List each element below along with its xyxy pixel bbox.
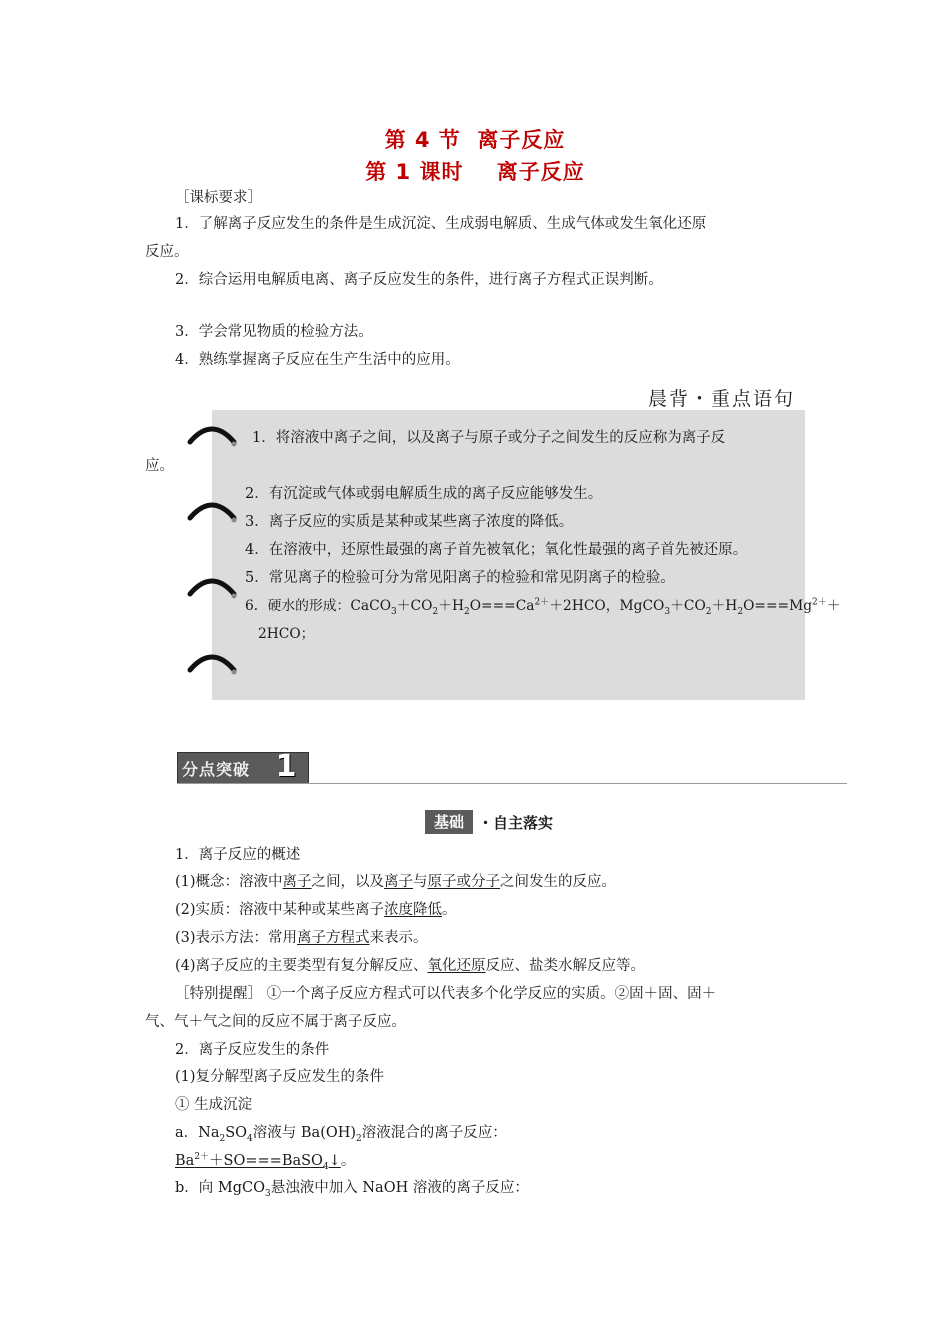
standards-label: ［课标要求］ <box>175 190 262 206</box>
binder-ring-icon <box>186 572 238 602</box>
banner-text: 分点突破 <box>182 760 251 779</box>
sub-header-text: ・自主落实 <box>478 814 554 832</box>
content-line: b．向 MgCO$_3$悬浊液中加入 NaOH 溶液的离子反应： <box>175 1180 529 1199</box>
content-heading: 2．离子反应发生的条件 <box>175 1042 330 1058</box>
content-line: (1)概念：溶液中离子之间，以及离子与原子或分子之间发生的反应。 <box>175 874 617 890</box>
standard-item: 1．了解离子反应发生的条件是生成沉淀、生成弱电解质、生成气体或发生氧化还原 <box>175 216 707 232</box>
standard-item: 反应。 <box>145 244 189 260</box>
recite-item: 4．在溶液中，还原性最强的离子首先被氧化；氧化性最强的离子首先被还原。 <box>245 542 748 558</box>
lesson-title: 第 1 课时 离子反应 <box>365 160 585 184</box>
recite-item-6: 6．硬水的形成：$CaCO_3+CO_2+H_2O===Ca^{2+}+2HCO$，$MgCO_3+CO_2+H_2O===Mg^{2+}+$ <box>245 597 841 617</box>
tip-line: 气、气＋气之间的反应不属于离子反应。 <box>145 1014 406 1030</box>
content-line: (1)复分解型离子反应发生的条件 <box>175 1069 385 1085</box>
content-line: (4)离子反应的主要类型有复分解反应、氧化还原反应、盐类水解反应等。 <box>175 958 646 974</box>
content-heading: 1．离子反应的概述 <box>175 847 301 863</box>
divider <box>177 783 847 784</box>
recite-item: 1．将溶液中离子之间，以及离子与原子或分子之间发生的反应称为离子反 <box>252 430 726 446</box>
recite-label: 晨背・重点语句 <box>648 388 796 410</box>
section-title: 第 4 节 离子反应 <box>384 128 566 152</box>
binder-ring-icon <box>186 648 238 678</box>
standard-item: 4．熟练掌握离子反应在生产生活中的应用。 <box>175 352 460 368</box>
binder-ring-icon <box>186 496 238 526</box>
banner-number: 1 <box>275 749 297 784</box>
recite-item: 应。 <box>145 458 174 474</box>
sub-header-badge: 基础 <box>425 810 473 834</box>
recite-item: 2．有沉淀或气体或弱电解质生成的离子反应能够发生。 <box>245 486 603 502</box>
standard-item: 3．学会常见物质的检验方法。 <box>175 324 373 340</box>
recite-item-6-cont: 2HCO； <box>258 626 315 642</box>
content-line: a．$Na_2SO_4$溶液与 $Ba(OH)_2$溶液混合的离子反应： <box>175 1125 507 1144</box>
content-line: (2)实质：溶液中某种或某些离子浓度降低。 <box>175 902 457 918</box>
content-line: (3)表示方法：常用离子方程式来表示。 <box>175 930 428 946</box>
standard-item: 2．综合运用电解质电离、离子反应发生的条件，进行离子方程式正误判断。 <box>175 272 663 288</box>
equation-line: $Ba^{2+}+SO===BaSO_4↓$。 <box>175 1152 356 1172</box>
recite-item: 5．常见离子的检验可分为常见阳离子的检验和常见阴离子的检验。 <box>245 570 675 586</box>
content-line: ① 生成沉淀 <box>175 1097 253 1113</box>
recite-item: 3．离子反应的实质是某种或某些离子浓度的降低。 <box>245 514 574 530</box>
binder-ring-icon <box>186 420 238 450</box>
tip-line: ［特别提醒］ ①一个离子反应方程式可以代表多个化学反应的实质。②固＋固、固＋ <box>175 986 717 1002</box>
